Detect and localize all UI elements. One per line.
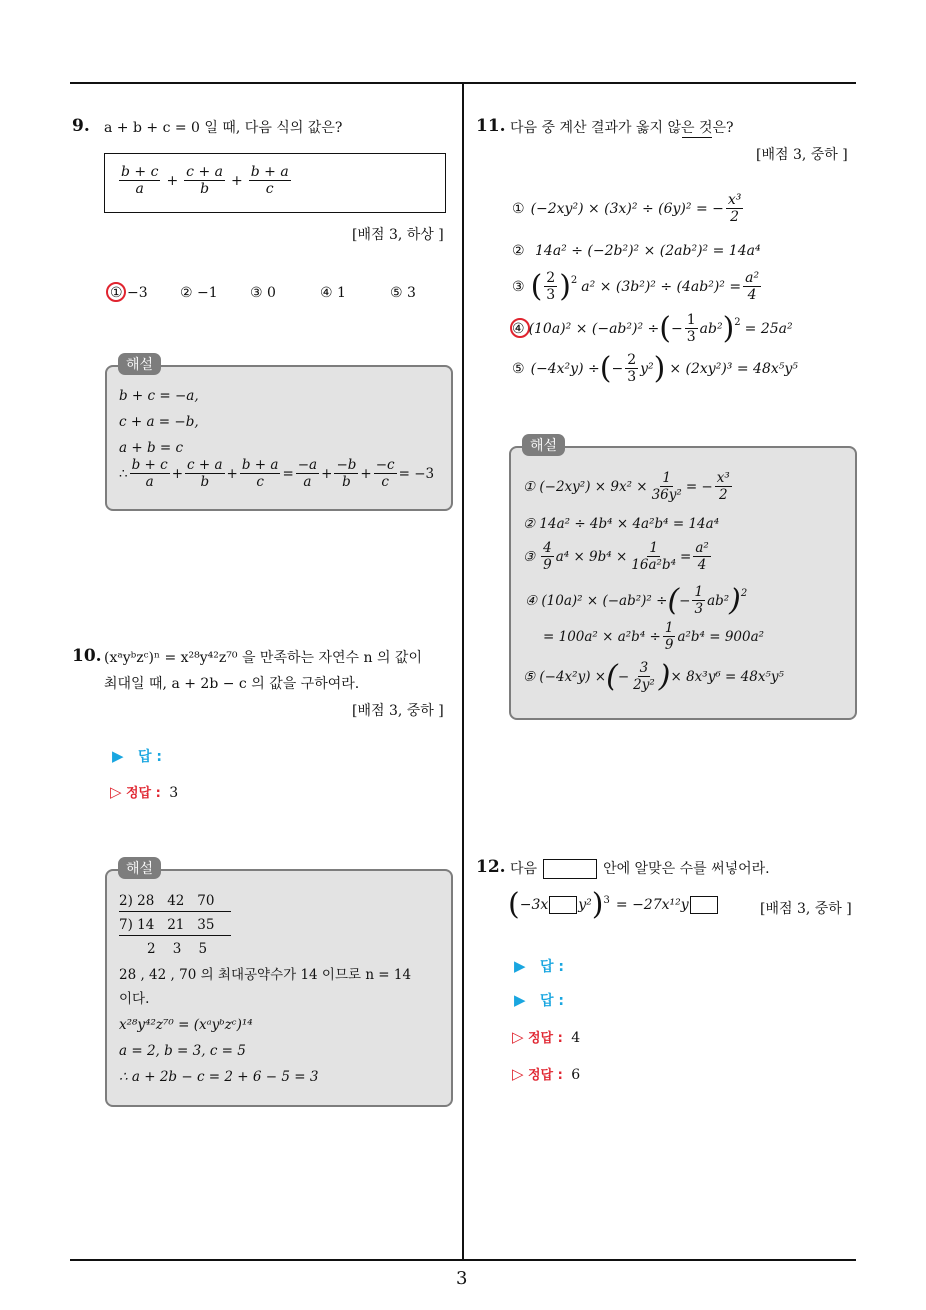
q10-solution-line: x²⁸y⁴²z⁷⁰ = (xᵃyᵇzᶜ)¹⁴ [119,1017,253,1033]
q9-frac-1: $\frac{b + c}{a}$ [121,164,159,197]
key-arrow-icon: ▷ [512,1028,524,1046]
q9-solution-tag: 해설 [118,353,161,375]
q11-solution-tag: 해설 [522,434,565,456]
q9-frac-3: $\frac{b + a}{c}$ [250,164,289,197]
q10-solution-line: 28 , 42 , 70 의 최대공약수가 14 이므로 n = 14 [119,967,412,983]
q11-solution-line: ① (−2xy²) × 9x² × $\frac{1}{\text{36y²}}$ = − $\frac{\text{x³}}{2}$ [523,470,730,503]
q10-stem-line1: (xᵃyᵇzᶜ)ⁿ = x²⁸y⁴²z⁷⁰ 을 만족하는 자연수 n 의 값이 [104,650,422,666]
q9-choice-5[interactable]: ⑤ 3 [390,285,416,301]
q11-solution-line: ② 14a² ÷ 4b⁴ × 4a²b⁴ = 14a⁴ [523,516,720,532]
q10-key-value: 3 [169,785,179,801]
q9-expression: $\frac{b + c}{a}$ + $\frac{c + a}{b}$ + $\frac{b + a}{c}$ [121,164,289,197]
q12-answer-row-2[interactable] [514,990,564,1010]
q12-answer-label: 답 : [540,993,564,1009]
q9-choice-1[interactable]: ① −3 [110,285,148,301]
answer-arrow-icon: ▶ [514,957,526,975]
q9-expression-box [104,153,446,213]
q12-blank-1[interactable] [549,896,577,914]
q12-expression: ( −3x y² ) $^3$ = −27x¹²y [508,890,718,920]
answer-arrow-icon: ▶ [112,747,124,765]
q10-meta: [배점 3, 중하 ] [352,703,444,719]
q12-blank-2[interactable] [690,896,718,914]
q11-stem: 다음 중 계산 결과가 옳지 않은 것은? [510,120,734,136]
q12-key-label: 정답 : [528,1031,563,1046]
q10-division-row: 2 3 5 [147,941,208,957]
q9-frac-2: $\frac{c + a}{b}$ [186,164,223,197]
key-arrow-icon: ▷ [110,783,122,801]
key-arrow-icon: ▷ [512,1065,524,1083]
q10-key-label: 정답 : [126,786,161,801]
q10-key-row [110,782,178,804]
q12-answer-label: 답 : [540,959,564,975]
q10-solution-line: 이다. [119,991,150,1007]
q11-solution-box [509,446,857,720]
q10-answer-row[interactable] [112,746,162,766]
q10-solution-line: a = 2, b = 3, c = 5 [119,1043,246,1059]
q11-choice-2[interactable]: ② 14a² ÷ (−2b²)² × (2ab²)² = 14a⁴ [512,243,761,259]
q11-solution-line: = 100a² × a²b⁴ ÷ $\frac{1}{9}$ a²b⁴ = 900a² [543,620,765,653]
q11-meta: [배점 3, 중하 ] [756,147,848,163]
answer-arrow-icon: ▶ [514,991,526,1009]
q9-meta: [배점 3, 하상 ] [352,227,444,243]
q10-solution-box [105,869,453,1107]
q11-number: 11. [476,116,506,136]
q11-choice-1[interactable]: ① (−2xy²) × (3x)² ÷ (6y)² = − $\frac{\text{x³}}{2}$ [512,192,742,225]
q11-choice-3[interactable]: ③ ( $\frac{2}{3}$ ) $^2$ a² × (3b²)² ÷ (4ab²)² = $\frac{\text{a²}}{4}$ [512,268,760,304]
q9-solution-box [105,365,453,511]
q12-stem-blank [543,859,597,879]
q9-solution-line: c + a = −b, [119,414,199,430]
q9-choice-2[interactable]: ② −1 [180,285,218,301]
q10-stem-line2: 최대일 때, a + 2b − c 의 값을 구하여라. [104,676,360,692]
q12-number: 12. [476,857,506,877]
page-number: 3 [456,1268,468,1289]
q10-answer-label: 답 : [138,749,162,765]
q11-solution-line: ③ $\frac{4}{9}$ a⁴ × 9b⁴ × $\frac{1}{\text{16a²b⁴}}$ = $\frac{\text{a²}}{4}$ [523,540,709,573]
q12-key-row-2 [512,1064,580,1086]
q10-solution-tag: 해설 [118,857,161,879]
q12-meta: [배점 3, 중하 ] [760,901,852,917]
q9-choice-4[interactable]: ④ 1 [320,285,346,301]
q9-number: 9. [72,116,90,136]
column-divider [462,82,464,1260]
q10-number: 10. [72,646,102,666]
q10-division-row: 7) 14 21 35 [119,915,231,936]
q11-choice-5[interactable]: ⑤ (−4x²y) ÷ ( − $\frac{2}{3}$ y² ) × (2xy²)³ = 48x⁵y⁵ [512,350,798,386]
q9-solution-final: ∴ $\frac{b + c}{a}$ + $\frac{c + a}{b}$ + $\frac{b + a}{c}$ = $\frac{-a}{a}$ + $\frac{-b}{b}$ + $\frac{-c}{c}$ = −3 [119,457,435,490]
q9-solution-line: b + c = −a, [119,388,199,404]
q12-key-row-1 [512,1027,580,1049]
q11-underline [682,137,712,138]
q12-key-value: 6 [571,1067,581,1083]
q11-solution-line: ⑤ (−4x²y) × ( − $\frac{3}{\text{2y²}}$ ) × 8x³y⁶ = 48x⁵y⁵ [523,658,784,694]
q9-stem: a + b + c = 0 일 때, 다음 식의 값은? [104,120,343,136]
q10-division-row: 2) 28 42 70 [119,891,231,912]
q9-choice-3[interactable]: ③ 0 [250,285,276,301]
q12-key-label: 정답 : [528,1068,563,1083]
q12-answer-row-1[interactable] [514,956,564,976]
q10-solution-line: ∴ a + 2b − c = 2 + 6 − 5 = 3 [119,1069,319,1085]
q11-solution-line: ④ (10a)² × (−ab²)² ÷ ( − $\frac{1}{3}$ ab² ) $^2$ [525,582,748,618]
q9-solution-line: a + b = c [119,440,184,456]
q11-choice-4[interactable]: ④ (10a)² × (−ab²)² ÷ ( − $\frac{1}{3}$ ab² ) $^2$ = 25a² [512,310,793,346]
q12-key-value: 4 [571,1030,581,1046]
bottom-rule [70,1259,856,1261]
q12-stem: 다음 안에 알맞은 수를 써넣어라. [510,861,770,877]
